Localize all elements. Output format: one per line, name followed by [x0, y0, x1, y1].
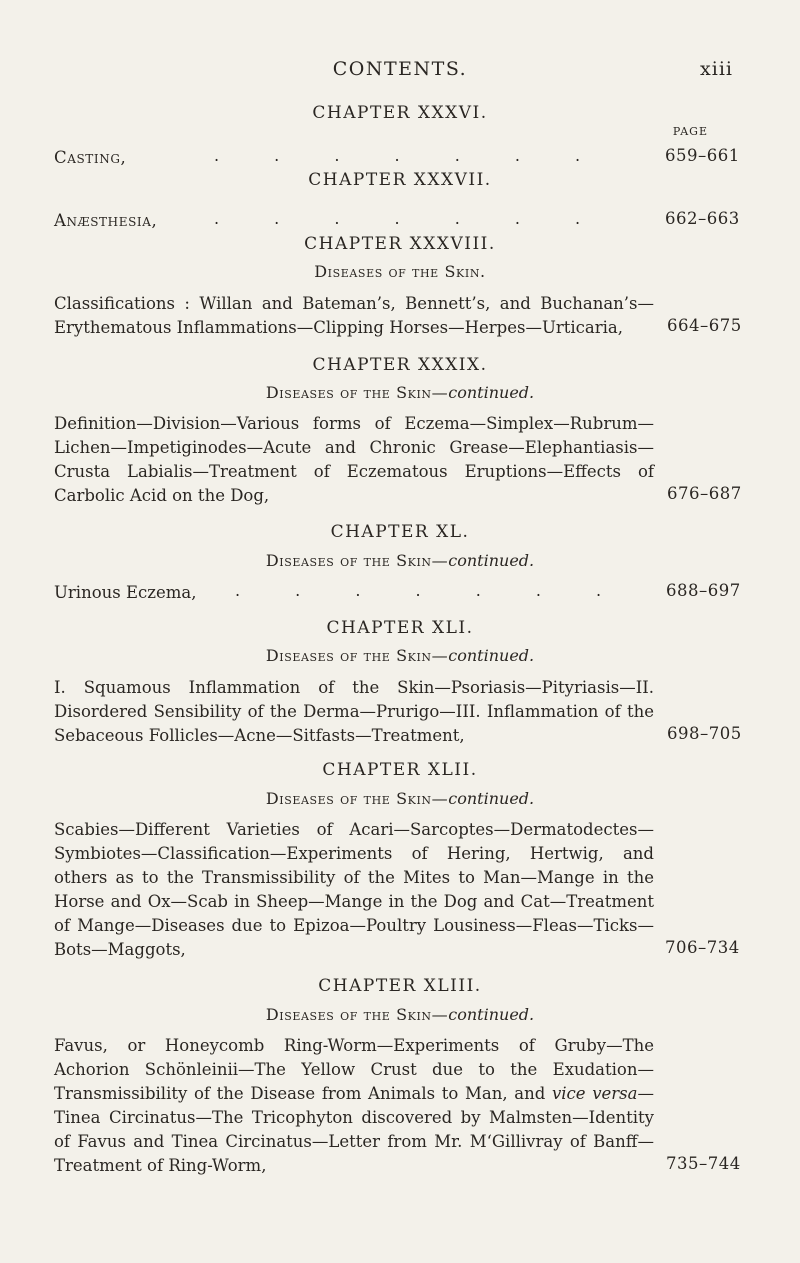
chapter-subheading: [0, 383, 800, 402]
chapter-subheading: [0, 551, 800, 570]
subheading-continued: continued.: [448, 789, 535, 808]
entry-anaesthesia: Anæsthesia,: [54, 211, 158, 230]
entry-chapter-xxxviii: Classifications : Willan and Bateman’s, Bennett’s, and Buchanan’s—Erythematous Inflammations—Clipping Horses—Herpes—Urticaria,: [54, 294, 654, 337]
chapter-subheading: [0, 789, 800, 808]
subheading-text: Diseases of the Skin—: [265, 789, 449, 808]
entry-casting: Casting,: [54, 148, 127, 167]
chapter-subheading: [0, 1005, 800, 1024]
page-range-xlii: 706–734: [665, 938, 740, 957]
entry-chapter-xl: Urinous Eczema,: [54, 583, 197, 602]
page-range-xli: 698–705: [667, 724, 742, 743]
subheading-continued: continued.: [448, 646, 535, 665]
leader-dots: . . . . . . .: [214, 146, 606, 165]
subheading-continued: continued.: [448, 383, 535, 402]
subheading-text: Diseases of the Skin—: [265, 383, 449, 402]
chapter-heading-xxxviii: CHAPTER XXXVIII.: [304, 234, 496, 254]
chapter-subheading: [0, 646, 800, 665]
chapter-subheading: [0, 262, 800, 281]
chapter-heading-xliii: CHAPTER XLIII.: [318, 976, 482, 996]
subheading-continued: continued.: [448, 551, 535, 570]
subheading-text: Diseases of the Skin—: [265, 1005, 449, 1024]
page-range-xxxix: 676–687: [667, 484, 742, 503]
leader-dots: . . . . . . .: [214, 209, 606, 228]
entry-italic: vice versa: [551, 1084, 638, 1103]
page-range-xxxvi: 659–661: [665, 146, 740, 165]
chapter-heading-xl: CHAPTER XL.: [330, 522, 470, 542]
entry-chapter-xxxix: Definition—Division—Various forms of Eczema—Simplex—Rubrum—Lichen—Impetiginodes—Acute and Chronic Grease—Elephantiasis—Crusta Labialis—Treatment of Eczematous Eruptions—Effects of Carbolic Acid on the Dog,: [54, 414, 654, 505]
page-range-xliii: 735–744: [666, 1154, 741, 1173]
page-column-label: PAGE: [672, 125, 708, 138]
entry-text: —Tinea Circinatus—The Tricophyton discovered by Malmsten—Identity of Favus and Tinea Circinatus—Letter from Mr. M‘Gillivray of Banff—Treatment of Ring-Worm,: [54, 1084, 654, 1175]
chapter-heading-xxxvii: CHAPTER XXXVII.: [308, 170, 492, 190]
entry-chapter-xliii: [54, 1034, 654, 1178]
entry-chapter-xlii: Scabies—Different Varieties of Acari—Sarcoptes—Dermatodectes—Symbiotes—Classification—Experiments of Hering, Hertwig, and others as to the Transmissibility of the Mites to Man—Mange in the Horse and Ox—Scab in Sheep—Mange in the Dog and Cat—Treatment of Mange—Diseases due to Epizoa—Poultry Lousiness—Fleas—Ticks—Bots—Maggots,: [54, 820, 654, 959]
chapter-heading-xxxvi: CHAPTER XXXVI.: [312, 103, 488, 123]
subheading-text: Diseases of the Skin.: [314, 262, 486, 281]
page-range-xxxvii: 662–663: [665, 209, 740, 228]
entry-text: Favus, or Honeycomb Ring-Worm—Experiments of Gruby—The Achorion Schönleinii—The Yellow Crust due to the Exudation—Transmissibility of the Disease from Animals to Man, and: [54, 1036, 654, 1103]
chapter-heading-xxxix: CHAPTER XXXIX.: [312, 355, 488, 375]
subheading-text: Diseases of the Skin—: [265, 551, 449, 570]
page-range-xxxviii: 664–675: [667, 316, 742, 335]
page-range-xl: 688–697: [666, 581, 741, 600]
subheading-continued: continued.: [448, 1005, 535, 1024]
running-head-title: CONTENTS.: [332, 58, 468, 80]
chapter-heading-xli: CHAPTER XLI.: [326, 618, 474, 638]
page-folio: xiii: [700, 58, 733, 80]
chapter-heading-xlii: CHAPTER XLII.: [322, 760, 478, 780]
leader-dots: . . . . . . .: [235, 581, 627, 600]
entry-chapter-xli: I. Squamous Inflammation of the Skin—Psoriasis—Pityriasis—II. Disordered Sensibility of the Derma—Prurigo—III. Inflammation of the Sebaceous Follicles—Acne—Sitfasts—Treatment,: [54, 678, 654, 745]
running-head: [0, 58, 800, 88]
subheading-text: Diseases of the Skin—: [265, 646, 449, 665]
